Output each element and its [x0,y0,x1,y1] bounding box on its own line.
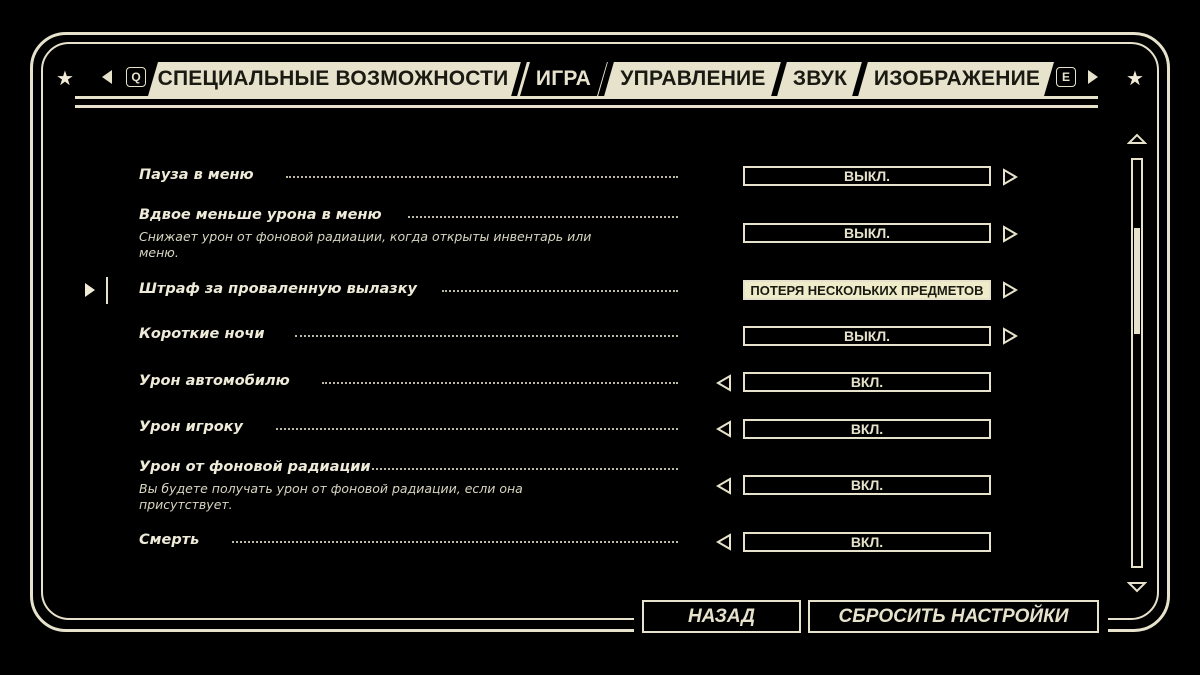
prev-option-arrow-icon[interactable] [716,374,732,392]
setting-description-radiation-damage: Вы будете получать урон от фоновой радиации, если она присутствует. [139,481,523,512]
star-icon-right: ★ [1126,66,1144,90]
row-cursor-icon [85,283,95,297]
setting-label-failed-raid-penalty: Штраф за проваленную вылазку [139,281,417,297]
scrollbar-thumb[interactable] [1134,228,1140,334]
setting-value-pause-menu[interactable]: ВЫКЛ. [743,166,991,186]
tab-game[interactable]: ИГРА [535,67,592,90]
next-option-arrow-icon[interactable] [1002,225,1018,243]
dotted-leader [442,290,678,292]
back-button[interactable]: НАЗАД [642,600,801,633]
prev-option-arrow-icon[interactable] [716,420,732,438]
tab-next-arrow-icon[interactable] [1088,70,1098,84]
reset-settings-button[interactable]: СБРОСИТЬ НАСТРОЙКИ [808,600,1099,633]
next-option-arrow-icon[interactable] [1002,327,1018,345]
dotted-leader [322,382,678,384]
scroll-up-arrow-icon[interactable] [1127,133,1147,145]
setting-label-short-nights: Короткие ночи [139,326,265,342]
dotted-leader [232,541,678,543]
star-icon-left: ★ [56,66,74,90]
setting-value-radiation-damage[interactable]: ВКЛ. [743,475,991,495]
dotted-leader [295,335,678,337]
row-cursor-bar [106,277,108,304]
next-option-arrow-icon[interactable] [1002,281,1018,299]
next-option-arrow-icon[interactable] [1002,168,1018,186]
setting-value-failed-raid-penalty[interactable]: ПОТЕРЯ НЕСКОЛЬКИХ ПРЕДМЕТОВ [743,280,991,300]
setting-value-death[interactable]: ВКЛ. [743,532,991,552]
tab-display[interactable]: ИЗОБРАЖЕНИЕ [873,67,1041,90]
tab-controls[interactable]: УПРАВЛЕНИЕ [620,67,766,90]
tab-next-key-e[interactable]: E [1056,67,1076,87]
setting-label-death: Смерть [139,532,200,548]
setting-label-pause-menu: Пауза в меню [139,167,254,183]
setting-label-radiation-damage: Урон от фоновой радиации [139,459,371,475]
dotted-leader [372,468,678,470]
setting-value-short-nights[interactable]: ВЫКЛ. [743,326,991,346]
header-rule [75,96,1098,99]
dotted-leader [408,216,678,218]
setting-value-half-damage-menu[interactable]: ВЫКЛ. [743,223,991,243]
prev-option-arrow-icon[interactable] [716,477,732,495]
dotted-leader [286,176,678,178]
dotted-leader [276,428,678,430]
setting-value-player-damage[interactable]: ВКЛ. [743,419,991,439]
tab-prev-arrow-icon[interactable] [102,70,112,84]
setting-label-half-damage-menu: Вдвое меньше урона в меню [139,207,382,223]
setting-label-player-damage: Урон игроку [139,419,243,435]
prev-option-arrow-icon[interactable] [716,533,732,551]
tab-sound[interactable]: ЗВУК [792,67,848,90]
tab-prev-key-q[interactable]: Q [126,67,146,87]
setting-description-half-damage-menu: Снижает урон от фоновой радиации, когда открыты инвентарь или меню. [139,229,592,260]
setting-label-vehicle-damage: Урон автомобилю [139,373,290,389]
header-rule [75,105,1098,108]
setting-value-vehicle-damage[interactable]: ВКЛ. [743,372,991,392]
scroll-down-arrow-icon[interactable] [1127,581,1147,593]
tab-accessibility[interactable]: СПЕЦИАЛЬНЫЕ ВОЗМОЖНОСТИ [157,67,509,90]
scrollbar-track[interactable] [1131,158,1143,568]
